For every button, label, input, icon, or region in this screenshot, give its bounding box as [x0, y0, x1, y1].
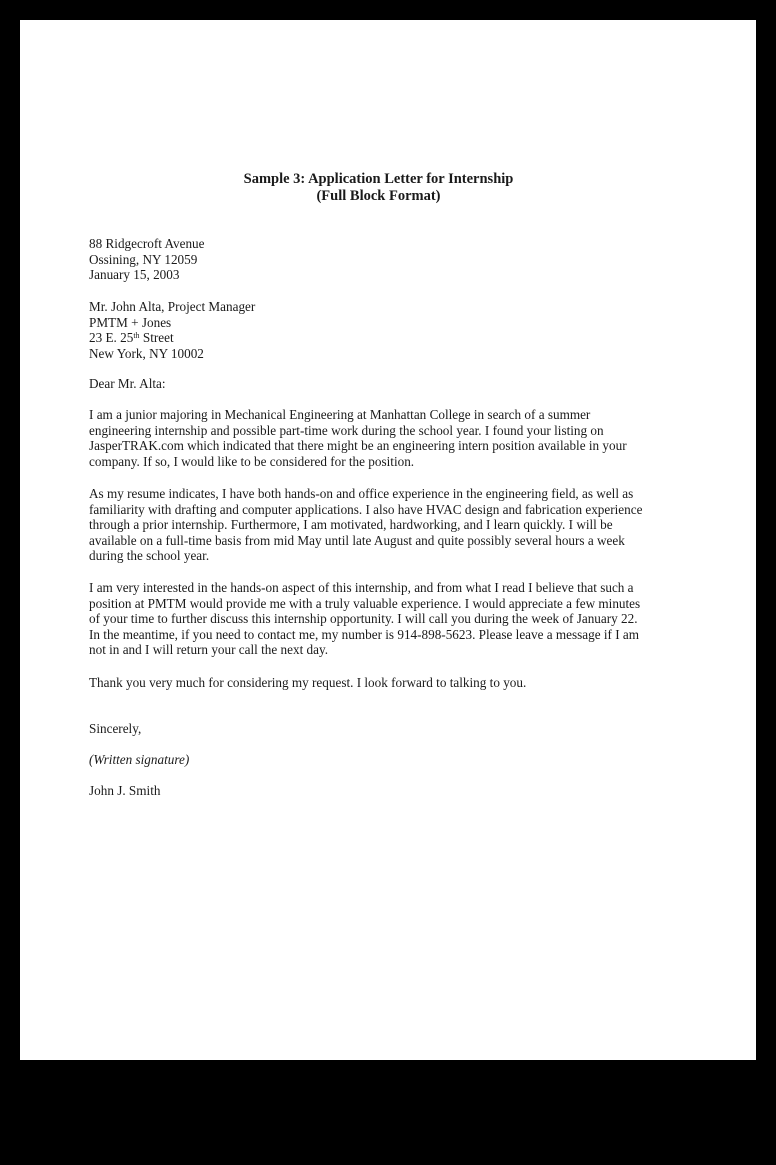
letter-title [0, 171, 757, 205]
paragraph-line: position at PMTM would provide me with a truly valuable experience. I would appreciate a few minutes [89, 595, 641, 611]
body-paragraph-4 [89, 675, 674, 691]
sender-street: 88 Ridgecroft Avenue [89, 236, 205, 251]
recipient-company: PMTM + Jones [89, 314, 172, 330]
paragraph-line: As my resume indicates, I have both hands-on and office experience in the engineering field, as well as [89, 486, 634, 501]
signature-note: (Written signature) [89, 752, 190, 767]
salutation: Dear Mr. Alta: [89, 376, 166, 391]
title-line-2: (Full Block Format) [316, 188, 441, 204]
recipient-address [89, 299, 674, 361]
recipient-street-name: Street [139, 330, 174, 345]
closing: Sincerely, [89, 721, 142, 736]
paragraph-line: available on a full-time basis from mid May until late August and quite possibly several hours a week [89, 532, 625, 548]
recipient-street-ordinal: th [133, 331, 140, 340]
body-paragraph-1 [89, 407, 674, 469]
paragraph-line: Thank you very much for considering my request. I look forward to talking to you. [89, 675, 527, 690]
paragraph-line: through a prior internship. Furthermore, I am motivated, hardworking, and I learn quickly. I will be [89, 517, 613, 532]
paragraph-line: of your time to further discuss this internship opportunity. I will call you during the week of January 22. [89, 611, 638, 626]
paragraph-line: familiarity with drafting and computer applications. I also have HVAC design and fabrication experience [89, 501, 643, 517]
letter-date: January 15, 2003 [89, 267, 180, 282]
paragraph-line: JasperTRAK.com which indicated that there might be an engineering intern position available in your [89, 438, 627, 453]
paragraph-line: company. If so, I would like to be considered for the position. [89, 453, 415, 469]
paragraph-line: I am a junior majoring in Mechanical Engineering at Manhattan College in search of a summer [89, 407, 591, 422]
recipient-street [89, 330, 674, 346]
paragraph-line: I am very interested in the hands-on aspect of this internship, and from what I read I believe that such a [89, 580, 634, 595]
paragraph-line: not in and I will return your call the next day. [89, 642, 329, 657]
body-paragraph-3 [89, 580, 674, 658]
paragraph-line: during the school year. [89, 548, 210, 563]
sender-address [89, 236, 674, 283]
title-line-1: Sample 3: Application Letter for Internship [243, 171, 514, 187]
recipient-name: Mr. John Alta, Project Manager [89, 299, 256, 314]
paragraph-line: engineering internship and possible part-time work during the school year. I found your listing on [89, 422, 604, 438]
recipient-street-number: 23 E. 25 [89, 330, 134, 345]
recipient-city: New York, NY 10002 [89, 345, 204, 361]
body-paragraph-2 [89, 486, 674, 564]
paragraph-line: In the meantime, if you need to contact me, my number is 914-898-5623. Please leave a message if I am [89, 626, 640, 642]
sender-city: Ossining, NY 12059 [89, 251, 198, 267]
signer-name: John J. Smith [89, 783, 161, 798]
